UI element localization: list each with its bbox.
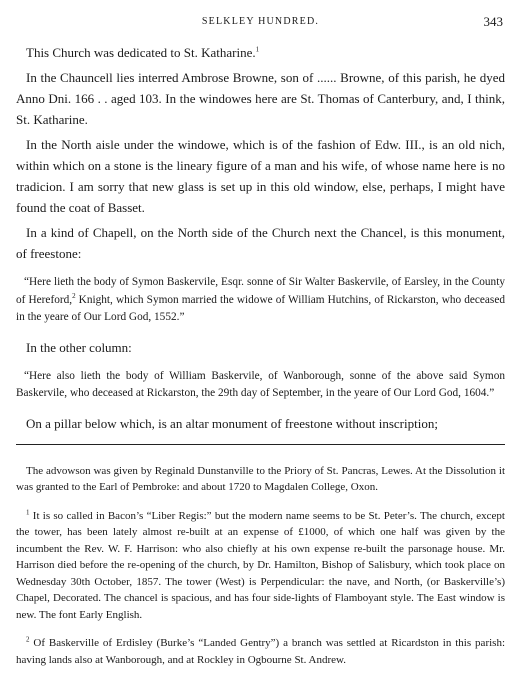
- footnote-marker-1: 1: [26, 507, 30, 516]
- paragraph-chapel: In a kind of Chapell, on the North side of the Church next the Chancel, is this monument, of freestone:: [16, 225, 505, 261]
- footnote-2-text: Of Baskerville of Erdisley (Burke’s “Landed Gentry”) a branch was settled at Ricardston in this parish: having lands also at Wanborough, and at Rockley in Ogbourne St. Andrew.: [16, 637, 505, 666]
- running-head: [16, 14, 505, 34]
- paragraph-other-column: In the other column:: [26, 339, 132, 355]
- inscription-text-part-2: Knight, which Symon married the widowe of William Hutchins, of Rickarston, who deceased in the yeare of Our Lord God, 1552.”: [16, 293, 505, 323]
- inscription-text-part-1: “Here lieth the body of Symon Baskervile, Esqr. sonne of Sir Walter Baskervile, of Earsley, in the County of Hereford,: [16, 276, 505, 306]
- page-number: 343: [483, 14, 503, 29]
- paragraph-dedication: [16, 42, 505, 63]
- paragraph-pillar: On a pillar below which, is an altar monument of freestone without inscription;: [26, 415, 438, 431]
- paragraph-chancel: In the Chauncell lies interred Ambrose Browne, son of ...... Browne, of this parish, he dyed Anno Dni. 166 . . aged 103. In the windowes here are St. Thomas of Canterbury, and, I think, St. Katharine.: [16, 70, 505, 127]
- footnote-ref-2: 2: [72, 291, 76, 300]
- paragraph-north-aisle: In the North aisle under the windowe, which is of the fashion of Edw. III., is an old nich, within which on a stone is the lineary figure of a man and his wife, of whose name here is no tradicion. I am sorry that new glass is set up in this old window, else, perhaps, I might have found the coat of Basset.: [16, 137, 505, 215]
- inscription-symon-baskervile: [16, 274, 505, 327]
- footnote-1-text: It is so called in Bacon’s “Liber Regis:” but the modern name seems to be St. Peter’s. The church, except the tower, has been lately almost re-built at an expense of £1000, of which one half was given by the incumbent the Rev. W. F. Harrison: who also chiefly at his own expense re-built the parsonage house. Mr. Harrison died before the re-opening of the church, by Dr. Hamilton, Bishop of Salisbury, which took place on Wednesday 30th October, 1857. The tower (West) is Perpendicular: the nave, and North, (or Baskerville’s) Chapel, Decorated. The chancel is spacious, and has four side-lights of Flamboyant style. The East window is new. The font Early English.: [16, 509, 505, 621]
- inscription-william-baskervile: “Here also lieth the body of William Baskervile, of Wanborough, sonne of the above said Symon Baskervile, who deceased at Rickarston, the 29th day of September, in the yeare of Our Lord God, 1604.”: [16, 369, 505, 399]
- paragraph-text: This Church was dedicated to St. Katharine.: [26, 45, 256, 60]
- running-title: SELKLEY HUNDRED.: [201, 16, 320, 27]
- footnote-marker-2: 2: [26, 635, 30, 644]
- footnote-divider: [16, 444, 505, 445]
- footnote-advowson: The advowson was given by Reginald Dunstanville to the Priory of St. Pancras, Lewes. At the Dissolution it was granted to the Earl of Pembroke: and about 1720 to Magdalen College, Oxon.: [16, 464, 505, 493]
- footnote-2: [16, 635, 505, 668]
- footnote-1: [16, 508, 505, 624]
- footnote-ref-1: 1: [255, 45, 260, 54]
